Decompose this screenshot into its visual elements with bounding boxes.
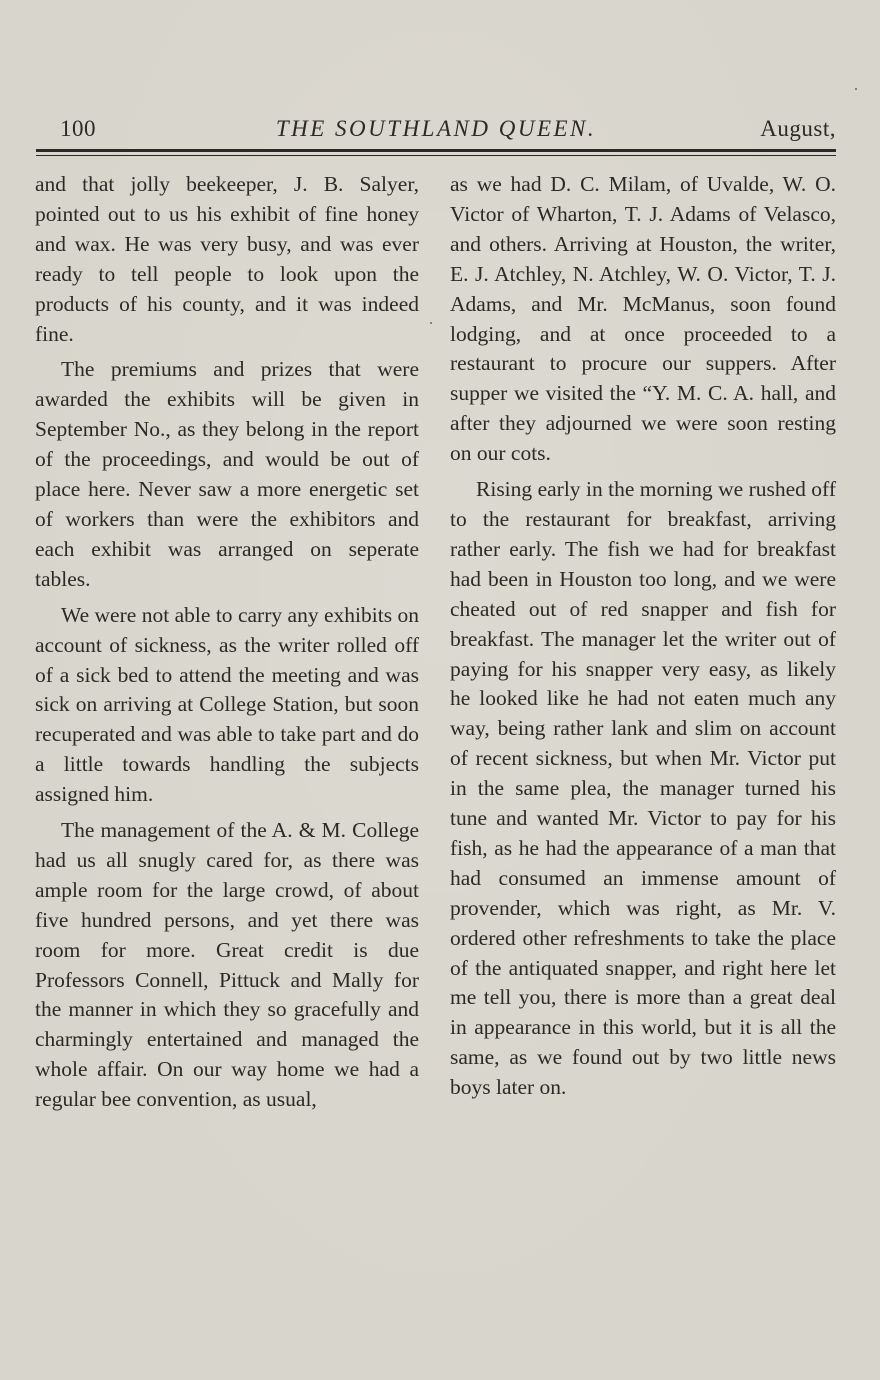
paragraph: The premiums and prizes that were awarded the exhibits will be given in September No., as they belong in the report of the proceedings, and would be out of place here. Never saw a more energetic set of workers than were the exhibitors and each exhibit was arranged on seperate tables. <box>35 357 419 591</box>
page-number: 100 <box>60 116 96 141</box>
running-header <box>36 112 836 146</box>
left-column <box>35 170 419 1115</box>
paragraph: as we had D. C. Milam, of Uvalde, W. O. Victor of Wharton, T. J. Adams of Velasco, and others. Arriving at Houston, the writer, E. J. Atchley, N. Atchley, W. O. Victor, T. J. Adams, and Mr. McManus, soon found lodging, and at once proceeded to a restaurant to procure our suppers. After supper we visited the “Y. M. C. A. hall, and after they adjourned we were soon resting on our cots. <box>450 172 836 466</box>
journal-title: THE SOUTHLAND QUEEN. <box>275 116 597 141</box>
paper-speck <box>855 88 857 90</box>
column-gutter <box>434 166 435 1316</box>
right-column <box>450 170 836 1103</box>
paragraph: The management of the A. & M. College had us all snugly cared for, as there was ample room for the large crowd, of about five hundred persons, and yet there was room for more. Great credit is due Professors Connell, Pittuck and Mally for the manner in which they so gracefully and charmingly entertained and managed the whole affair. On our way home we had a regular bee convention, as usual, <box>35 818 419 1112</box>
header-rule-thick <box>36 149 836 152</box>
paragraph: Rising early in the morning we rushed off to the restaurant for breakfast, arriving rather early. The fish we had for breakfast had been in Houston too long, and we were cheated out of red snapper and fish for breakfast. The manager let the writer out of paying for his snapper very easy, as likely he looked like he had not eaten much any way, being rather lank and slim on account of recent sickness, but when Mr. Victor put in the same plea, the manager turned his tune and wanted Mr. Victor to pay for his fish, as he had the appearance of a man that had consumed an immense amount of provender, which was right, as Mr. V. ordered other refreshments to take the place of the antiquated snapper, and right here let me tell you, there is more than a great deal in appearance in this world, but it is all the same, as we found out by two little news boys later on. <box>450 477 836 1100</box>
header-rule-thin <box>36 155 836 156</box>
paper-speck <box>430 322 432 324</box>
paragraph: We were not able to carry any exhibits on account of sickness, as the writer rolled off of a sick bed to attend the meeting and was sick on arriving at College Station, but soon recuperated and was able to take part and do a little towards handling the subjects assigned him. <box>35 602 419 807</box>
issue-month: August, <box>760 116 836 141</box>
paragraph: and that jolly beekeeper, J. B. Salyer, pointed out to us his exhibit of fine honey and wax. He was very busy, and was ever ready to tell people to look upon the products of his county, and it was indeed fine. <box>35 172 419 346</box>
